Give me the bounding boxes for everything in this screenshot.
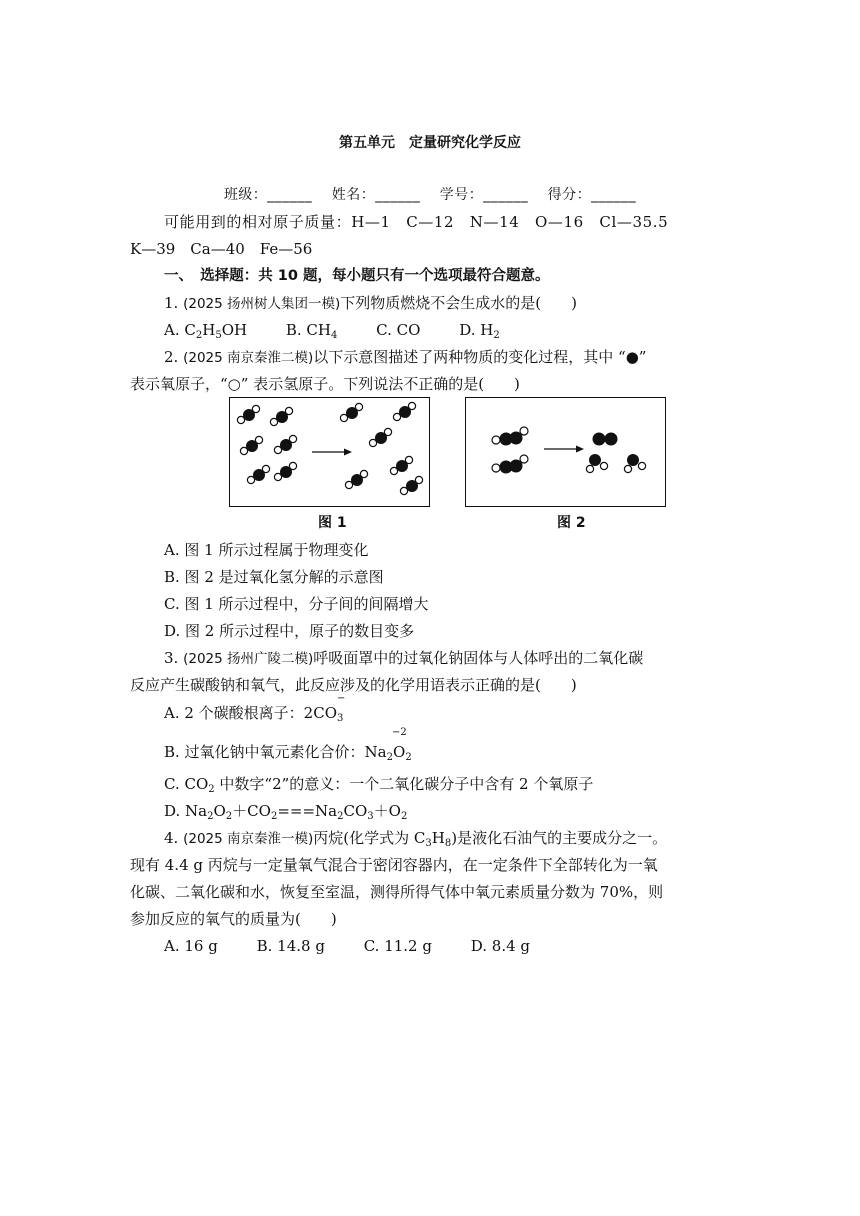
section-heading: 一、 选择题：共 10 题，每小题只有一个选项最符合题意。	[164, 268, 550, 284]
question-2-option-b: B. 图 2 是过氧化氢分解的示意图	[164, 568, 384, 586]
question-number: 2.	[164, 348, 184, 366]
question-1-stem	[164, 293, 577, 314]
figure-1-diagram	[229, 397, 430, 507]
valence-mark: −2	[392, 727, 407, 738]
question-2-option-d: D. 图 2 所示过程中，原子的数目变多	[164, 622, 415, 640]
water-molecule-icon	[340, 403, 362, 421]
water-molecule-icon	[274, 435, 296, 453]
question-3-option-d: D. $Na_2O_2+CO_2===Na_2CO_3+O_2$	[164, 802, 408, 822]
option-d: D. 8.4 g	[470, 937, 531, 955]
question-2-option-c: C. 图 1 所示过程中，分子间的间隔增大	[164, 595, 429, 613]
arrow-head-icon	[576, 446, 584, 453]
question-source: (2025 扬州树人集团一模)	[183, 296, 341, 312]
question-source: (2025 扬州广陵二模)	[183, 651, 314, 667]
student-info-line: 班级：______ 姓名：______ 学号：______ 得分：______	[223, 187, 637, 203]
option-c: C. CO	[376, 321, 421, 339]
figure-2-molecules	[466, 398, 665, 506]
question-source: (2025 南京秦淮二模)	[183, 350, 314, 366]
question-4-stem-line-1: 4. (2025 南京秦淮一模)丙烷(化学式为 $C_3H_8$)是液化石油气的主要成分之一。	[164, 829, 668, 849]
question-4-options	[164, 936, 564, 956]
question-text: 呼吸面罩中的过氧化钠固体与人体呼出的二氧化碳	[313, 649, 644, 667]
question-3-stem-line-1	[164, 648, 643, 669]
water-molecule-icon	[345, 470, 367, 488]
water-molecule-icon	[586, 454, 607, 473]
water-molecule-icon	[369, 428, 391, 446]
question-3-stem-line-2: 反应产生碳酸钠和氧气，此反应涉及的化学用语表示正确的是( )	[130, 676, 577, 694]
question-3-option-c: C. $CO_2$ 中数字“2”的意义：一个二氧化碳分子中含有 2 个氧原子	[164, 775, 594, 795]
option-b: B. $CH_4$	[285, 321, 338, 341]
question-text: 以下示意图描述了两种物质的变化过程，其中 “●”	[313, 348, 647, 366]
arrow-head-icon	[344, 449, 352, 456]
question-4-stem-line-3: 化碳、二氧化碳和水，恢复至室温，测得所得气体中氧元素质量分数为 70%，则	[130, 883, 664, 901]
water-molecule-icon	[400, 476, 422, 494]
option-b: B. 14.8 g	[256, 937, 325, 955]
water-molecule-icon	[237, 405, 259, 423]
atomic-mass-line-2: K—39 Ca—40 Fe—56	[130, 240, 313, 258]
question-2-option-a: A. 图 1 所示过程属于物理变化	[164, 541, 369, 559]
water-molecule-icon	[247, 465, 269, 483]
option-c: C. 11.2 g	[363, 937, 432, 955]
question-4-stem-line-2: 现有 4.4 g 丙烷与一定量氧气混合于密闭容器内，在一定条件下全部转化为一氧	[130, 856, 658, 874]
water-molecule-icon	[624, 454, 645, 473]
water-molecule-icon	[390, 456, 412, 474]
question-4-stem-line-4: 参加反应的氧气的质量为( )	[130, 910, 337, 928]
water-molecule-icon	[270, 407, 292, 425]
option-a: A. 16 g	[164, 937, 218, 955]
hydrogen-peroxide-molecule-icon	[492, 427, 528, 446]
water-molecule-icon	[240, 436, 262, 454]
atomic-mass-line-1: 可能用到的相对原子质量：H—1 C—12 N—14 O—16 Cl—35.5	[164, 213, 669, 231]
figure-1-molecules	[230, 398, 429, 506]
oxygen-molecule-icon	[593, 433, 618, 446]
question-number: 1.	[164, 294, 184, 312]
question-number: 4.	[164, 829, 184, 847]
figure-2-caption: 图 2	[557, 515, 586, 531]
option-a: A. $C_2H_5OH$	[164, 321, 248, 341]
question-3-option-a: A. 2 个碳酸根离子：$2CO_3$ −	[164, 693, 346, 724]
page-title: 第五单元 定量研究化学反应	[339, 135, 521, 151]
question-1-options	[164, 320, 534, 340]
water-molecule-icon	[393, 402, 415, 420]
question-2-stem-line-1	[164, 347, 646, 368]
figure-2-diagram	[465, 397, 666, 507]
figure-1-caption: 图 1	[318, 515, 347, 531]
option-d: D. $H_2$	[459, 321, 500, 341]
question-source: (2025 南京秦淮一模)	[183, 831, 314, 847]
water-molecule-icon	[274, 462, 296, 480]
question-2-stem-line-2: 表示氧原子，“○” 表示氢原子。下列说法不正确的是( )	[130, 375, 520, 393]
hydrogen-peroxide-molecule-icon	[492, 455, 528, 474]
question-text: 下列物质燃烧不会生成水的是( )	[340, 294, 577, 312]
question-3-option-b: B. 过氧化钠中氧元素化合价：$Na_2O$ −2 $_2$	[164, 727, 412, 763]
question-number: 3.	[164, 649, 184, 667]
